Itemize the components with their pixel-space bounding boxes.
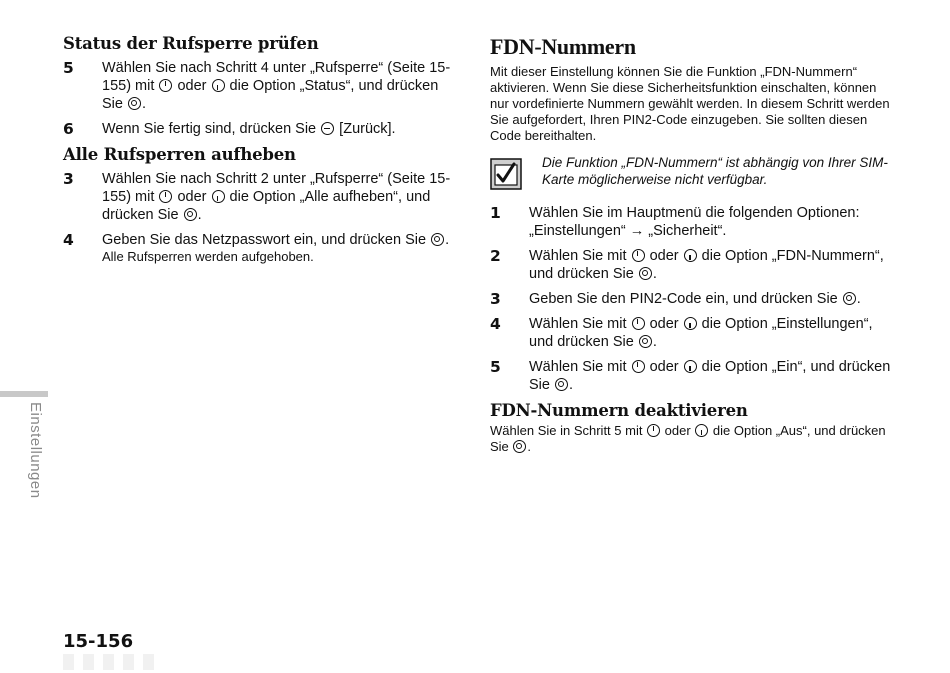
step-item [63, 170, 458, 224]
section-title-deactivate: FDN-Nummern deaktivieren [490, 401, 748, 420]
step-text: oder [173, 78, 211, 94]
right-column [490, 34, 895, 455]
step-text: . [652, 334, 657, 350]
bleed-through-marks [63, 654, 154, 670]
step-text: Wählen Sie mit [529, 316, 631, 332]
step-number: 6 [63, 120, 74, 138]
intro-paragraph: Mit dieser Einstellung können Sie die Funktion „FDN-Nummern“ aktivieren. Wenn Sie diese Sicherheitsfunktion einschalten, können nur vordefinierte Nummern gewählt werden. In diesem Schritt werden Sie aufgefordert, Ihren PIN2-Code einzugeben. Sie sollten diesen Code bereithalten. [490, 64, 890, 143]
chapter-tab [0, 391, 48, 397]
step-text: Wählen Sie mit [529, 359, 631, 375]
step-text: Wenn Sie fertig sind, drücken Sie [102, 121, 321, 137]
ok-key-icon [513, 440, 526, 453]
step-text: die Option „FDN-Nummern“, und drücken Sie [529, 248, 884, 282]
step-item [63, 59, 458, 113]
left-column [63, 34, 458, 272]
step-number: 3 [490, 290, 501, 308]
step-text: . [142, 96, 147, 112]
ok-key-icon [639, 267, 652, 280]
step-item [490, 290, 895, 308]
step-text: die Option „Einstellungen“, und drücken Sie [529, 316, 873, 350]
step-text: . [652, 266, 657, 282]
down-key-icon [684, 317, 697, 330]
step-number: 1 [490, 204, 501, 222]
note-check-icon [490, 158, 522, 190]
up-key-icon [632, 360, 645, 373]
note-text: Die Funktion „FDN-Nummern“ ist abhängig von Ihrer SIM-Karte möglicherweise nicht verfügbar. [542, 155, 888, 187]
step-item [490, 358, 895, 394]
step-number: 5 [490, 358, 501, 376]
step-text: . [856, 291, 861, 307]
step-text: Geben Sie das Netzpasswort ein, und drücken Sie [102, 232, 431, 248]
section-title-unlock-all: Alle Rufsperren aufheben [63, 145, 296, 164]
step-text: Wählen Sie nach Schritt 2 unter „Rufsperre“ (Seite 15-155) mit [102, 171, 451, 205]
ok-key-icon [639, 335, 652, 348]
step-text: . [445, 232, 450, 248]
page-number: 15-156 [63, 631, 134, 652]
down-key-icon [212, 190, 225, 203]
back-key-icon [321, 122, 334, 135]
step-item [63, 120, 458, 138]
down-key-icon [695, 424, 708, 437]
page-title: FDN-Nummern [490, 34, 636, 59]
step-text: oder [645, 248, 683, 264]
step-text: die Option „Ein“, und drücken Sie [529, 359, 891, 393]
step-text: oder [645, 359, 683, 375]
step-text: . [197, 207, 202, 223]
step-number: 3 [63, 170, 74, 188]
down-key-icon [212, 79, 225, 92]
step-text: oder [173, 189, 211, 205]
note-box [490, 154, 895, 190]
step-text: Geben Sie den PIN2-Code ein, und drücken Sie [529, 291, 842, 307]
step-number: 4 [490, 315, 501, 333]
up-key-icon [647, 424, 660, 437]
step-item [490, 247, 895, 283]
deactivate-paragraph [490, 423, 895, 455]
ok-key-icon [843, 292, 856, 305]
paragraph-text: die Option „Aus“, und drücken Sie [490, 423, 886, 454]
step-number: 2 [490, 247, 501, 265]
step-number: 5 [63, 59, 74, 77]
ok-key-icon [431, 233, 444, 246]
step-item [63, 231, 458, 265]
step-text: Wählen Sie nach Schritt 4 unter „Rufsperre“ (Seite 15-155) mit [102, 60, 451, 94]
paragraph-text: Wählen Sie in Schritt 5 mit [490, 423, 647, 438]
step-item [490, 315, 895, 351]
up-key-icon [159, 79, 172, 92]
up-key-icon [632, 249, 645, 262]
step-subtext: Alle Rufsperren werden aufgehoben. [102, 249, 314, 264]
ok-key-icon [555, 378, 568, 391]
step-text: Wählen Sie mit [529, 248, 631, 264]
up-key-icon [159, 190, 172, 203]
step-text: Wählen Sie im Hauptmenü die folgenden Optionen: „Einstellungen“ → „Sicherheit“. [529, 205, 860, 239]
step-item [490, 204, 895, 240]
ok-key-icon [128, 97, 141, 110]
step-text: . [569, 377, 574, 393]
down-key-icon [684, 249, 697, 262]
ok-key-icon [184, 208, 197, 221]
step-number: 4 [63, 231, 74, 249]
paragraph-text: oder [661, 423, 695, 438]
paragraph-text: . [527, 439, 532, 454]
step-text: [Zurück]. [335, 121, 396, 137]
step-text: die Option „Alle aufheben“, und drücken Sie [102, 189, 431, 223]
up-key-icon [632, 317, 645, 330]
down-key-icon [684, 360, 697, 373]
step-text: die Option „Status“, und drücken Sie [102, 78, 439, 112]
chapter-label: Einstellungen [27, 402, 44, 499]
step-text: oder [645, 316, 683, 332]
section-title-status: Status der Rufsperre prüfen [63, 34, 319, 53]
